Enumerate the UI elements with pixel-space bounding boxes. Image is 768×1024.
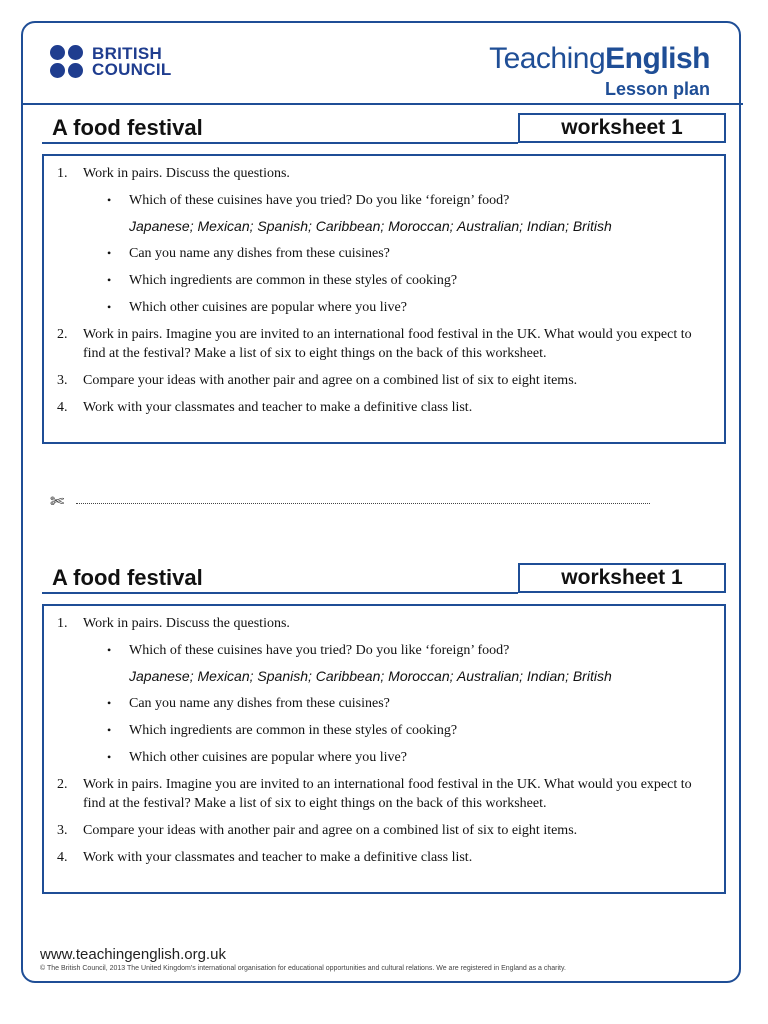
list-item [57,614,704,633]
bullet-icon: • [107,643,112,657]
item-text: Work with your classmates and teacher to make a definitive class list. [83,850,473,865]
item-text: Work with your classmates and teacher to make a definitive class list. [83,400,473,415]
bullet-text: Which of these cuisines have you tried? Do you like ‘foreign’ food? [129,643,510,658]
bullet-item [107,271,704,290]
worksheet-label: worksheet 1 [518,113,726,143]
item-text: Compare your ideas with another pair and agree on a combined list of six to eight items. [83,823,578,838]
bullet-icon: • [107,696,112,710]
bullet-text: Which other cuisines are popular where you live? [129,750,407,765]
item-text: Work in pairs. Imagine you are invited to an international food festival in the UK. What would you expect to find at the festival? Make a list of six to eight things on the back of this worksheet. [83,327,692,361]
list-item [57,398,704,417]
instructions-box [42,154,726,444]
bullet-item [107,244,704,263]
item-text: Work in pairs. Discuss the questions. [83,166,290,181]
cut-line [50,492,650,512]
bullet-text: Can you name any dishes from these cuisines? [129,696,390,711]
item-text: Compare your ideas with another pair and agree on a combined list of six to eight items. [83,373,578,388]
header-divider [21,103,743,105]
brand-light: Teaching [489,42,606,75]
list-item [57,775,704,813]
cuisine-list: Japanese; Mexican; Spanish; Caribbean; Moroccan; Australian; Indian; British [129,668,612,684]
bullet-icon: • [107,300,112,314]
item-number: 4. [57,850,68,865]
worksheet-section-1 [42,113,726,415]
item-text: Work in pairs. Imagine you are invited to an international food festival in the UK. What would you expect to find at the festival? Make a list of six to eight things on the back of this worksheet. [83,777,692,811]
cuisine-list: Japanese; Mexican; Spanish; Caribbean; Moroccan; Australian; Indian; British [129,218,612,234]
instructions-box [42,604,726,894]
lesson-plan-subtitle: Lesson plan [604,79,710,99]
brand-bold: English [605,42,710,75]
item-number: 2. [57,777,68,792]
item-text: Work in pairs. Discuss the questions. [83,616,290,631]
bullet-icon: • [107,723,112,737]
footer-url-link[interactable]: www.teachingenglish.org.uk [40,946,226,963]
bullet-text: Which ingredients are common in these styles of cooking? [129,273,458,288]
title-underline [42,592,518,594]
bullet-item [107,721,704,740]
item-number: 1. [57,616,68,631]
bullet-text: Which of these cuisines have you tried? Do you like ‘foreign’ food? [129,193,510,208]
scissors-icon: ✄ [50,492,65,512]
bullet-text: Which ingredients are common in these styles of cooking? [129,723,458,738]
bullet-item [107,298,704,317]
british-council-dots-icon [50,45,84,79]
british-council-logo [50,44,172,80]
item-number: 4. [57,400,68,415]
dotted-line [76,503,650,504]
worksheet-section-2 [42,563,726,865]
worksheet-label: worksheet 1 [518,563,726,593]
logo-line-2: COUNCIL [92,60,172,79]
list-item [57,821,704,840]
bullet-icon: • [107,193,112,207]
section-title: A food festival [52,115,203,140]
section-title: A food festival [52,565,203,590]
logo-line-1: BRITISH [92,44,163,63]
list-item [57,164,704,183]
bullet-text: Can you name any dishes from these cuisines? [129,246,390,261]
item-number: 3. [57,373,68,388]
title-underline [42,142,518,144]
bullet-item [107,694,704,713]
bullet-item [107,748,704,767]
item-number: 2. [57,327,68,342]
item-number: 1. [57,166,68,181]
bullet-item [107,641,704,660]
list-item [57,371,704,390]
bullet-icon: • [107,750,112,764]
bullet-icon: • [107,273,112,287]
teaching-english-brand [489,42,710,76]
list-item [57,325,704,363]
list-item [57,848,704,867]
bullet-text: Which other cuisines are popular where you live? [129,300,407,315]
bullet-icon: • [107,246,112,260]
bullet-item [107,191,704,210]
item-number: 3. [57,823,68,838]
footer-copyright: © The British Council, 2013 The United Kingdom’s international organisation for educational opportunities and cultural relations. We are registered in England as a charity. [40,965,566,972]
